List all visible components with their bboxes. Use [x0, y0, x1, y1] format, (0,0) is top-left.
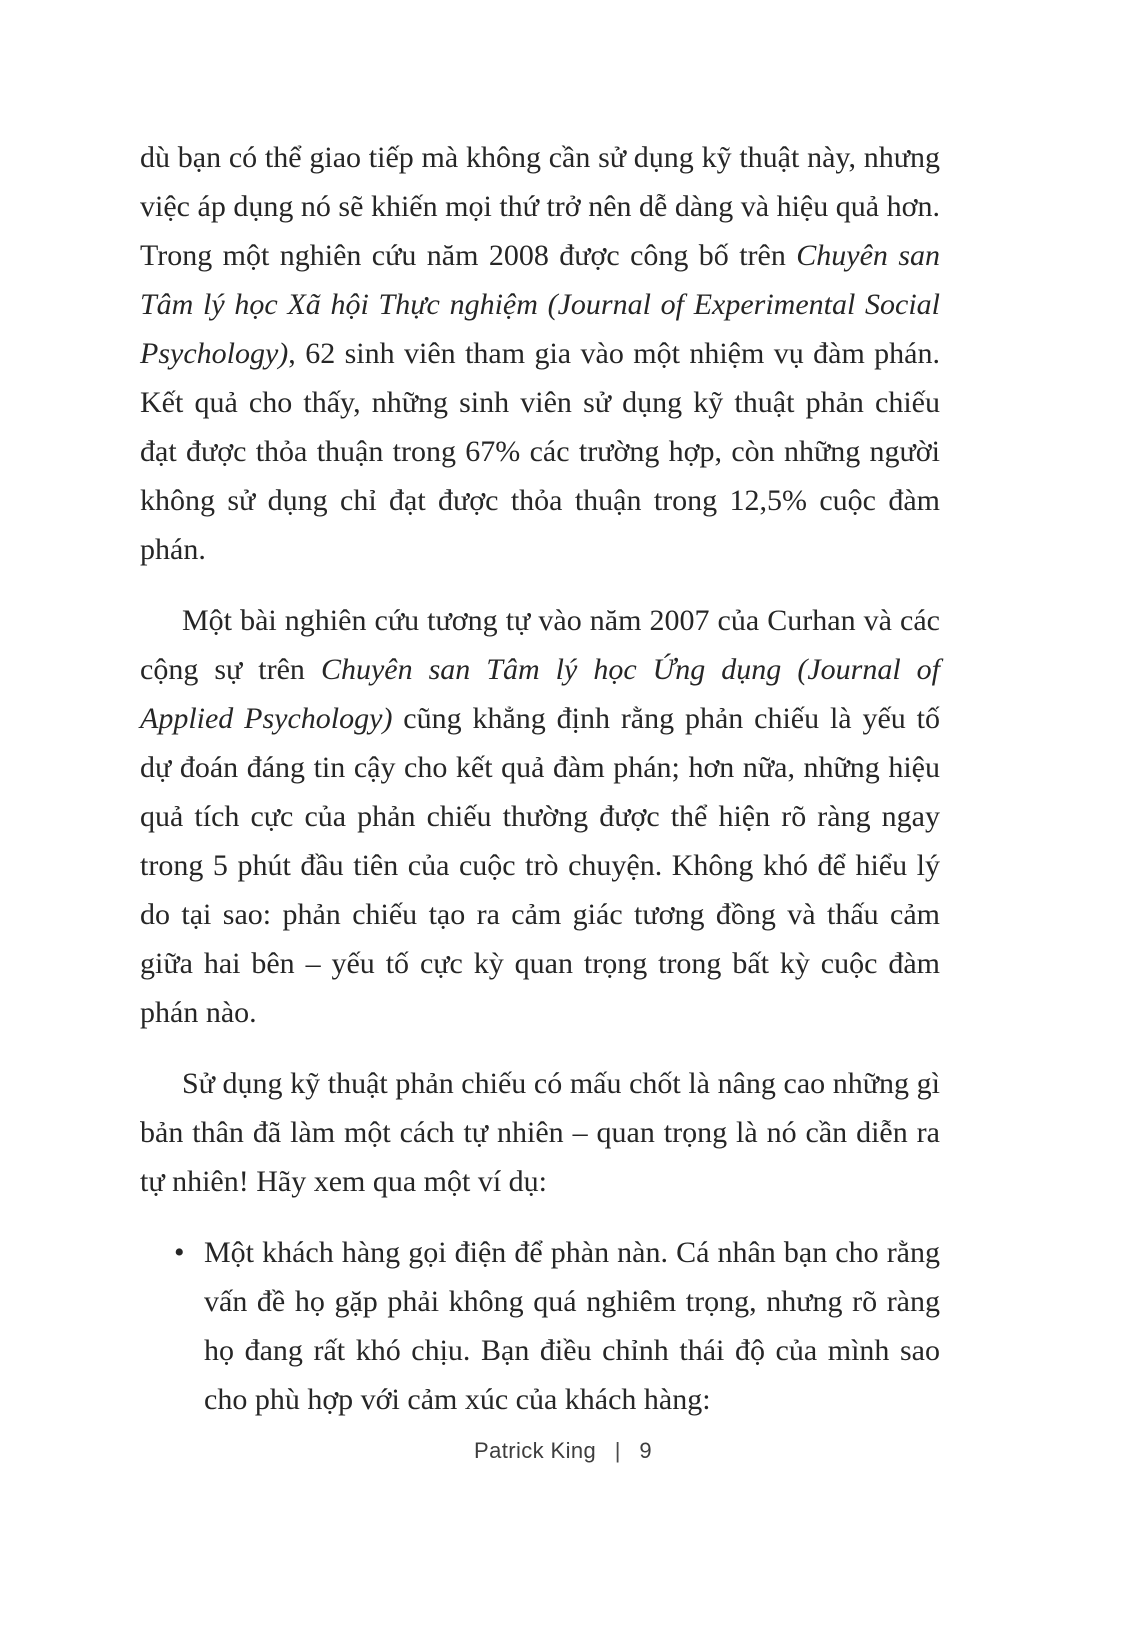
footer-author: Patrick King	[474, 1438, 597, 1463]
footer-separator: |	[614, 1438, 621, 1463]
list-item-text: Một khách hàng gọi điện để phàn nàn. Cá nhân bạn cho rằng vấn đề họ gặp phải không quá nghiêm trọng, nhưng rõ ràng họ đang rất khó chịu. Bạn điều chỉnh thái độ của mình sao cho phù hợp với cảm xúc của khách hàng:	[204, 1236, 940, 1416]
body-text	[140, 133, 940, 1424]
list-item	[140, 1228, 940, 1424]
paragraph-3: Sử dụng kỹ thuật phản chiếu có mấu chốt là nâng cao những gì bản thân đã làm một cách tự nhiên – quan trọng là nó cần diễn ra tự nhiên! Hãy xem qua một ví dụ:	[140, 1067, 940, 1198]
footer-page-number: 9	[639, 1438, 652, 1463]
paragraph-1: dù bạn có thể giao tiếp mà không cần sử dụng kỹ thuật này, nhưng việc áp dụng nó sẽ khiến mọi thứ trở nên dễ dàng và hiệu quả hơn. Trong một nghiên cứu năm 2008 được công bố trên Chuyên san Tâm lý học Xã hội Thực nghiệm (Journal of Experimental Social Psychology), 62 sinh viên tham gia vào một nhiệm vụ đàm phán. Kết quả cho thấy, những sinh viên sử dụng kỹ thuật phản chiếu đạt được thỏa thuận trong 67% các trường hợp, còn những người không sử dụng chỉ đạt được thỏa thuận trong 12,5% cuộc đàm phán.	[140, 141, 941, 566]
paragraph-2: Một bài nghiên cứu tương tự vào năm 2007 của Curhan và các cộng sự trên Chuyên san Tâm lý học Ứng dụng (Journal of Applied Psychology) cũng khẳng định rằng phản chiếu là yếu tố dự đoán đáng tin cậy cho kết quả đàm phán; hơn nữa, những hiệu quả tích cực của phản chiếu thường được thể hiện rõ ràng ngay trong 5 phút đầu tiên của cuộc trò chuyện. Không khó để hiểu lý do tại sao: phản chiếu tạo ra cảm giác tương đồng và thấu cảm giữa hai bên – yếu tố cực kỳ quan trọng trong bất kỳ cuộc đàm phán nào.	[140, 604, 941, 1029]
page-footer	[0, 1438, 1126, 1464]
bullet-icon: •	[174, 1236, 185, 1269]
